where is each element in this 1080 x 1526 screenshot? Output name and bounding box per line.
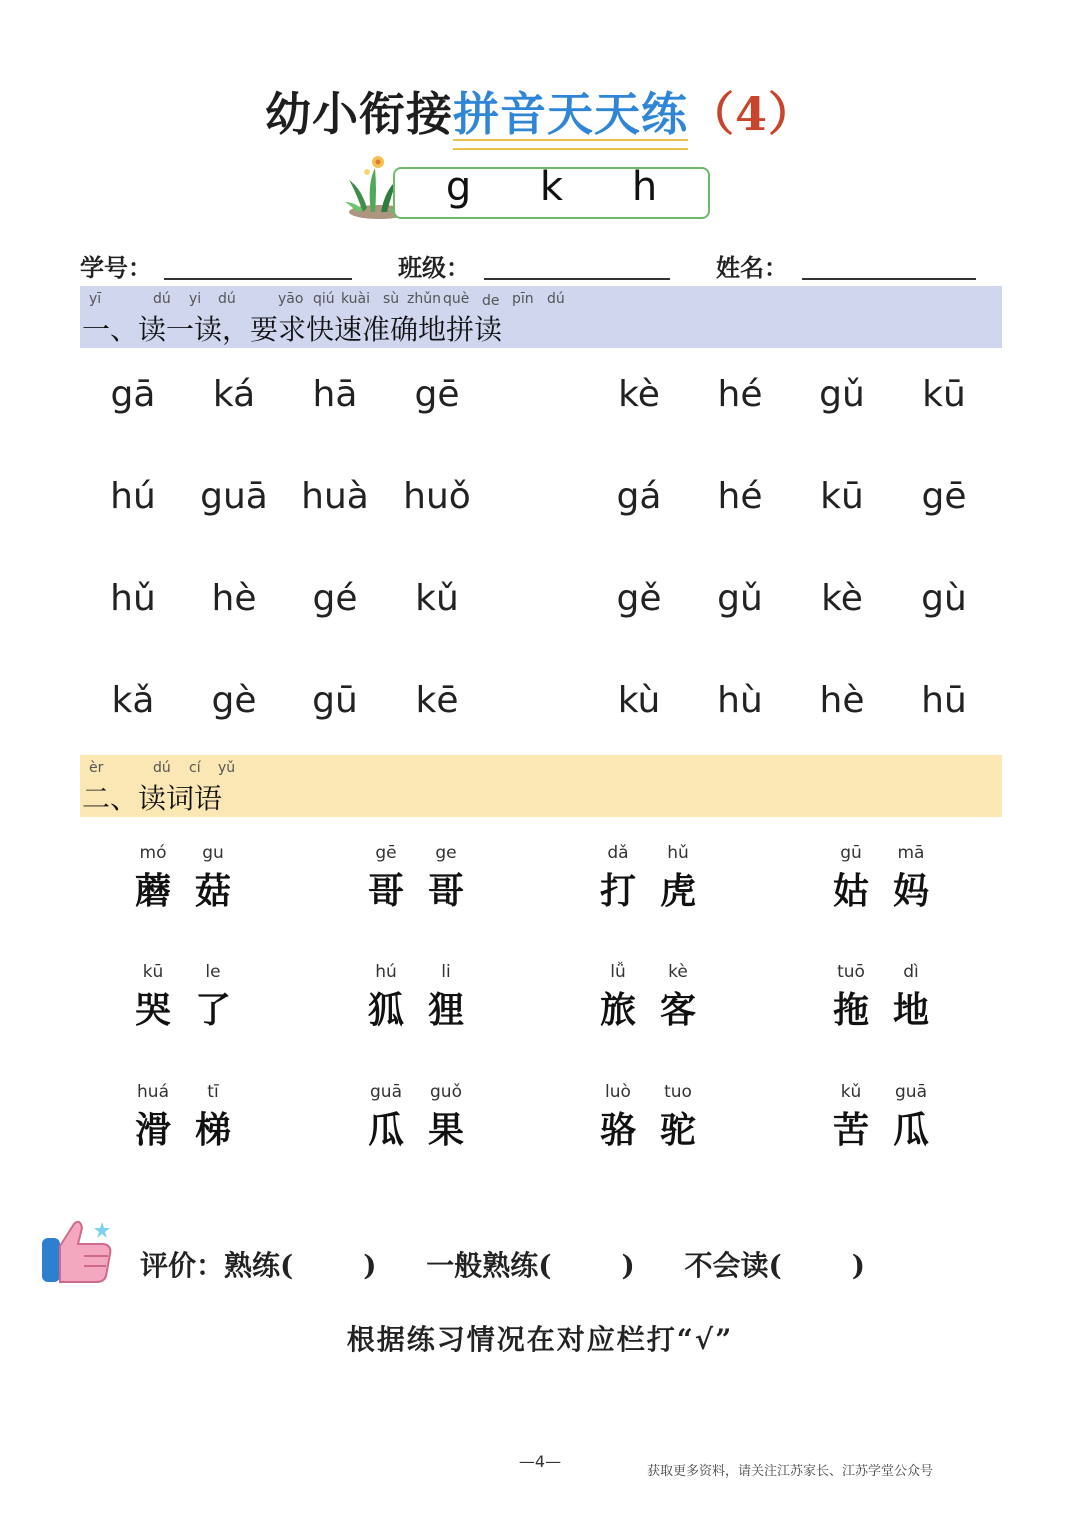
syllable: gē [414, 374, 460, 415]
section2-pinyin: cí [189, 760, 201, 776]
word-pinyin: lǚ [610, 962, 626, 982]
word-character: 苦 [832, 1109, 869, 1151]
word-character: 驼 [659, 1109, 696, 1151]
syllable: hǔ [110, 578, 156, 619]
paren-close: ) [621, 1249, 635, 1282]
word-pinyin: kū [142, 962, 164, 982]
word-character: 瓜 [367, 1109, 404, 1151]
syllable: gé [312, 578, 358, 619]
section1-pinyin: dú [218, 291, 236, 307]
section1-title: 一、读一读，要求快速准确地拼读 [82, 313, 503, 346]
syllable: huǒ [403, 476, 471, 517]
name-field[interactable] [802, 278, 976, 280]
syllable: hù [717, 680, 763, 721]
word-pinyin: kè [668, 962, 688, 982]
section1-pinyin: sù [383, 291, 400, 307]
section1-pinyin: què [443, 291, 470, 307]
word-character: 拖 [832, 989, 869, 1031]
word-character: 菇 [194, 870, 231, 912]
syllable: hé [717, 476, 763, 517]
section1-pinyin: qiú [313, 291, 335, 307]
word-character: 虎 [659, 870, 696, 912]
title-part1: 幼小衔接 [264, 87, 453, 141]
word-pinyin: dì [903, 962, 919, 982]
syllable: kū [922, 374, 966, 415]
section1-pinyin: zhǔn [407, 291, 441, 307]
word-pinyin: mā [897, 843, 925, 863]
word-pinyin: guǒ [430, 1082, 462, 1102]
word-pinyin: kǔ [840, 1082, 862, 1102]
section2-pinyin: yǔ [218, 760, 236, 776]
syllable: hè [819, 680, 865, 721]
syllable: guā [200, 476, 268, 517]
syllable: kē [415, 680, 459, 721]
syllable: gā [110, 374, 156, 415]
word-character: 骆 [599, 1109, 636, 1151]
word-pinyin: guā [370, 1082, 402, 1102]
syllable: hā [312, 374, 358, 415]
word-pinyin: le [205, 962, 221, 982]
word-character: 蘑 [134, 870, 171, 912]
word-pinyin: gū [840, 843, 862, 863]
section1-pinyin: de [482, 293, 500, 309]
word-character: 狐 [367, 989, 404, 1031]
word-character: 果 [427, 1109, 464, 1151]
word-character: 哥 [427, 870, 464, 912]
word-pinyin: tuo [664, 1082, 692, 1102]
syllable: gè [211, 680, 257, 721]
thumbs-up-icon [40, 1216, 114, 1286]
word-character: 狸 [427, 989, 464, 1031]
letters-text: g k h [445, 164, 686, 210]
section1-pinyin: dú [547, 291, 565, 307]
word-pinyin: li [441, 962, 451, 982]
evaluation-label: 评价： [140, 1249, 225, 1282]
syllable: kè [618, 374, 660, 415]
name-label: 姓名： [716, 253, 788, 282]
section1-pinyin: pīn [512, 291, 534, 307]
section1-pinyin: kuài [341, 291, 371, 307]
syllable: gē [921, 476, 967, 517]
syllable: gǔ [819, 374, 865, 415]
footer-note: 获取更多资料，请关注江苏家长、江苏学堂公众号 [646, 1464, 933, 1479]
instruction-text: 根据练习情况在对应栏打“√” [346, 1323, 734, 1356]
class-label: 班级： [398, 253, 470, 282]
word-pinyin: huá [137, 1082, 169, 1102]
word-character: 旅 [599, 989, 636, 1031]
syllable: gǔ [717, 578, 763, 619]
word-character: 梯 [194, 1109, 231, 1151]
section1-pinyin: yi [189, 291, 202, 307]
student-number-label: 学号： [80, 253, 152, 282]
section2-pinyin: èr [89, 760, 104, 776]
class-field[interactable] [484, 278, 670, 280]
word-character: 瓜 [892, 1109, 929, 1151]
word-character: 姑 [832, 870, 869, 912]
option-cannot: 不会读( [684, 1249, 782, 1282]
word-character: 妈 [892, 870, 929, 912]
word-character: 哥 [367, 870, 404, 912]
word-pinyin: tuō [837, 962, 865, 982]
section1-pinyin: yī [89, 291, 102, 307]
student-number-field[interactable] [164, 278, 352, 280]
word-character: 哭 [134, 989, 171, 1031]
syllable: hé [717, 374, 763, 415]
syllable: kū [820, 476, 864, 517]
syllable: kǔ [415, 578, 459, 619]
page-title [0, 78, 1080, 144]
evaluation-row [140, 1244, 865, 1284]
syllable: huà [301, 476, 369, 517]
title-part2: 拼音天天练 [453, 78, 688, 144]
word-pinyin: tī [207, 1082, 219, 1102]
word-pinyin: guā [895, 1082, 927, 1102]
word-pinyin: mó [139, 843, 167, 863]
title-part3: （4） [687, 87, 815, 141]
syllable: gū [312, 680, 358, 721]
word-pinyin: ge [435, 843, 457, 863]
syllable: gá [616, 476, 662, 517]
page-number: —4— [518, 1452, 562, 1471]
section2-pinyin: dú [153, 760, 171, 776]
syllable: kù [617, 680, 661, 721]
word-pinyin: gē [375, 843, 397, 863]
syllable: gě [616, 578, 662, 619]
syllable: ká [212, 374, 256, 415]
paren-close: ) [851, 1249, 866, 1282]
paren-close: ) [363, 1249, 377, 1282]
word-pinyin: gu [202, 843, 224, 863]
word-character: 地 [892, 989, 929, 1031]
syllable: hè [211, 578, 257, 619]
section1-pinyin: yāo [278, 291, 304, 307]
syllable: kǎ [111, 680, 155, 721]
word-pinyin: hú [375, 962, 397, 982]
word-pinyin: luò [605, 1082, 631, 1102]
word-character: 了 [194, 989, 231, 1031]
syllable: hú [110, 476, 156, 517]
word-character: 客 [659, 989, 696, 1031]
word-pinyin: hǔ [667, 843, 689, 863]
syllable: gù [921, 578, 967, 619]
section1-pinyin: dú [153, 291, 171, 307]
word-character: 滑 [134, 1109, 171, 1151]
syllable: hū [921, 680, 967, 721]
section2-title: 二、读词语 [82, 782, 223, 815]
word-pinyin: dǎ [607, 843, 629, 863]
option-average: 一般熟练( [426, 1249, 552, 1282]
word-character: 打 [599, 870, 636, 912]
option-fluent: 熟练( [224, 1249, 294, 1282]
syllable: kè [821, 578, 863, 619]
